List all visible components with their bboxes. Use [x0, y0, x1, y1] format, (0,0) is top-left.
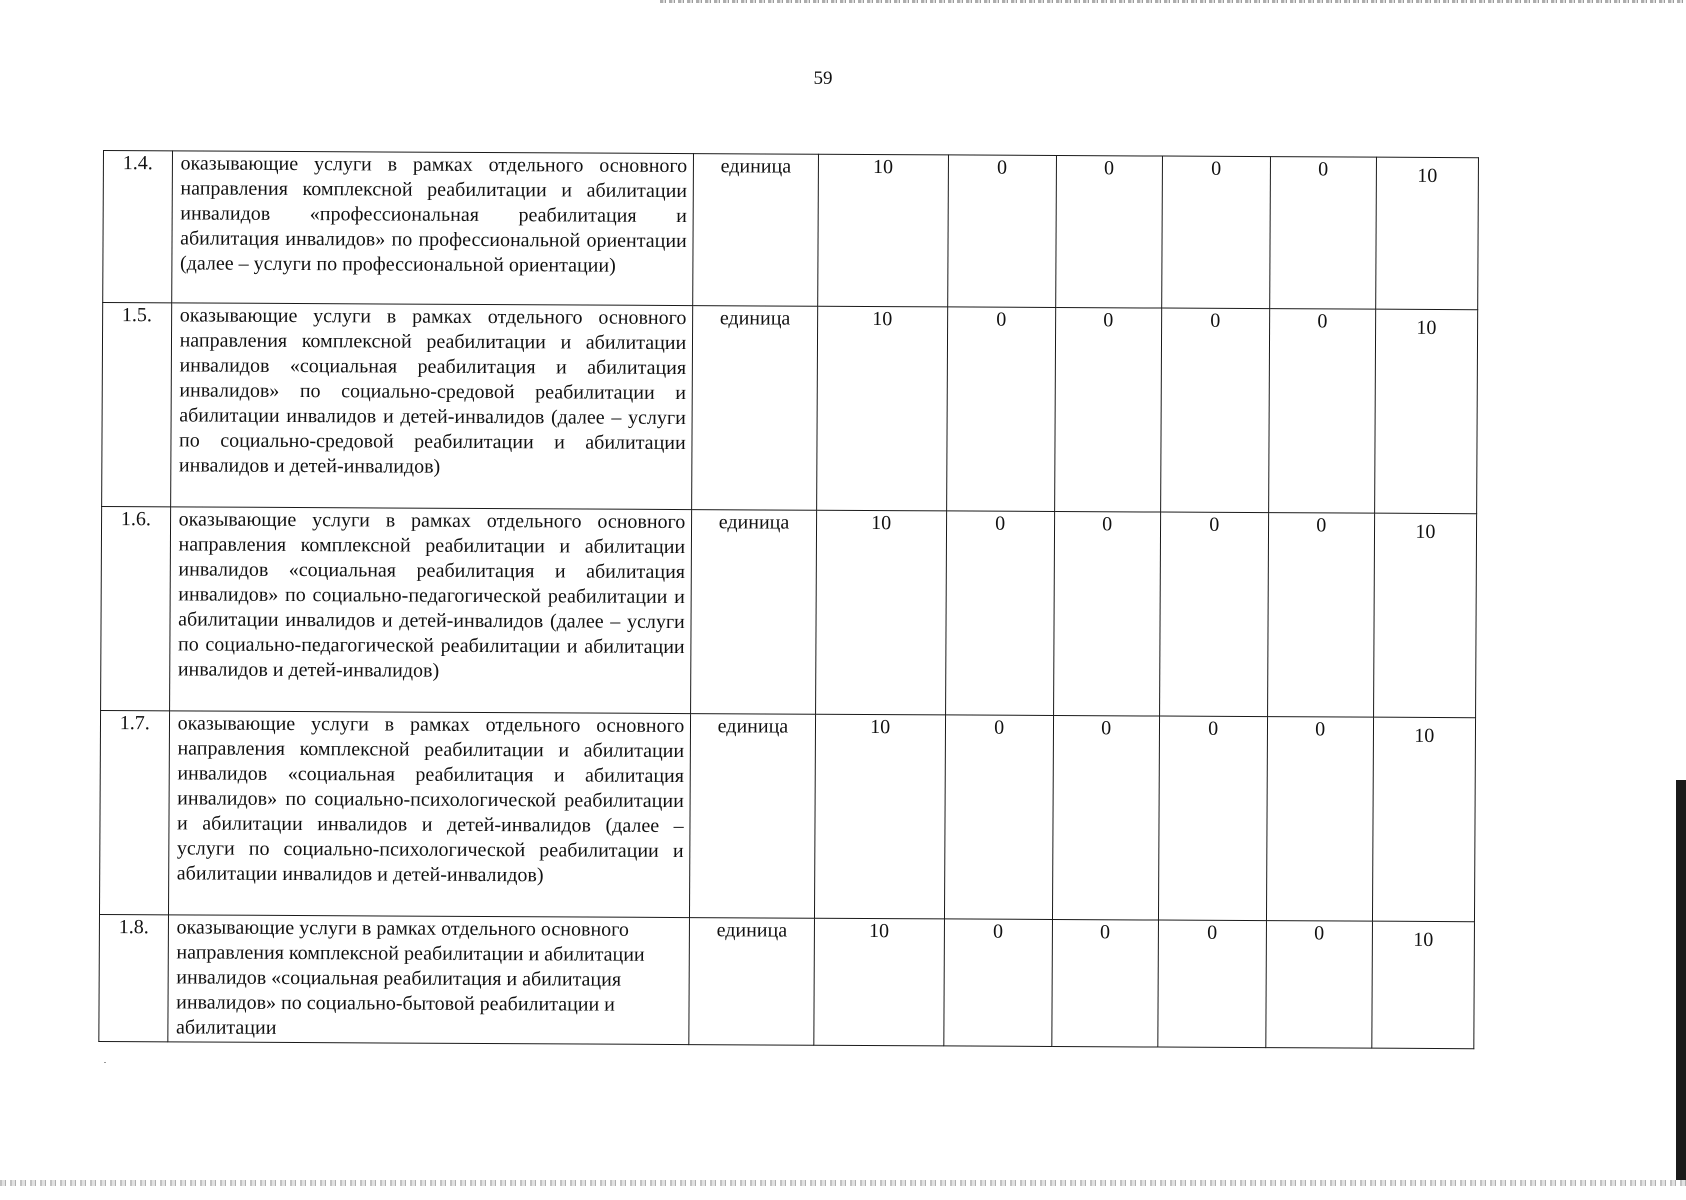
- row-number: 1.4.: [103, 151, 172, 303]
- indicator-table: [98, 150, 1479, 1049]
- scan-edge-right: [1676, 780, 1686, 1180]
- row-value: 0: [1158, 920, 1267, 1048]
- row-value: 0: [944, 715, 1053, 920]
- row-value: 0: [945, 511, 1054, 716]
- row-value: 10: [1372, 921, 1475, 1049]
- row-value: 0: [1268, 309, 1375, 514]
- row-value: 0: [1051, 919, 1158, 1047]
- row-value: 0: [947, 155, 1056, 308]
- row-description: оказывающие услуги в рамках отдельного основного направления комплексной реабилитации и абилитации инвалидов «социальная реабилитация и абилитация инвалидов» по социально-педагогической реабилитации и абилитации инвалидов и детей-инвалидов (далее – услуги по социально-педагогической реабилитации и абилитации инвалидов и детей-инвалидов): [169, 507, 692, 714]
- table-row: [99, 710, 1475, 921]
- table-row: [102, 303, 1478, 514]
- row-value: 10: [817, 154, 948, 307]
- row-value: 10: [1374, 309, 1477, 514]
- row-number: 1.6.: [101, 506, 171, 710]
- row-description: оказывающие услуги в рамках отдельного основного направления комплексной реабилитации и абилитации инвалидов «социальная реабилитация и абилитация инвалидов» по социально-психологической реабилитации и абилитации инвалидов и детей-инвалидов (далее – услуги по социально-психологической реабилитации и абилитации инвалидов и детей-инвалидов): [168, 711, 691, 918]
- row-value: 10: [814, 918, 945, 1046]
- row-value: 10: [1375, 157, 1478, 310]
- scan-speck: [104, 1062, 106, 1063]
- row-value: 0: [1161, 156, 1270, 309]
- row-value: 0: [1269, 157, 1376, 310]
- row-value: 10: [816, 306, 947, 511]
- row-description: оказывающие услуги в рамках отдельного основного направления комплексной реабилитации и абилитации инвалидов «социальная реабилитация и абилитация инвалидов» по социально-бытовой реабилитации и абилитации: [167, 915, 689, 1045]
- table-row: [101, 506, 1477, 717]
- scan-edge-bottom: [0, 1180, 1686, 1186]
- row-number: 1.5.: [102, 303, 172, 507]
- row-value: 0: [1055, 155, 1162, 308]
- row-value: 0: [1158, 716, 1267, 921]
- row-value: 10: [815, 510, 946, 715]
- row-value: 0: [1266, 921, 1373, 1049]
- row-value: 0: [1159, 512, 1268, 717]
- row-number: 1.8.: [99, 914, 168, 1041]
- row-value: 10: [1373, 513, 1476, 718]
- row-unit: единица: [691, 510, 817, 715]
- table-row: [103, 151, 1479, 310]
- row-value: 0: [943, 919, 1052, 1047]
- row-unit: единица: [690, 714, 816, 919]
- row-value: 0: [1160, 308, 1269, 513]
- row-number: 1.7.: [99, 710, 169, 914]
- row-value: 0: [946, 307, 1055, 512]
- row-value: 10: [1372, 717, 1475, 922]
- row-description: оказывающие услуги в рамках отдельного основного направления комплексной реабилитации и абилитации инвалидов «профессиональная реабилитация и абилитация инвалидов» по профессиональной ориентации (далее – услуги по профессиональной ориентации): [171, 151, 693, 306]
- row-value: 0: [1054, 307, 1161, 512]
- row-value: 0: [1267, 513, 1374, 718]
- row-value: 0: [1052, 715, 1159, 920]
- row-value: 10: [814, 714, 945, 919]
- row-unit: единица: [689, 918, 814, 1046]
- row-value: 0: [1053, 511, 1160, 716]
- scan-edge-top: [660, 0, 1686, 3]
- row-description: оказывающие услуги в рамках отдельного основного направления комплексной реабилитации и абилитации инвалидов «социальная реабилитация и абилитация инвалидов» по социально-средовой реабилитации и абилитации инвалидов и детей-инвалидов (далее – услуги по социально-средовой реабилитации и абилитации инвалидов и детей-инвалидов): [170, 303, 693, 510]
- page-number: 59: [813, 68, 833, 89]
- row-unit: единица: [693, 154, 818, 307]
- table-row: [99, 914, 1475, 1048]
- row-unit: единица: [692, 306, 818, 511]
- row-value: 0: [1266, 717, 1373, 922]
